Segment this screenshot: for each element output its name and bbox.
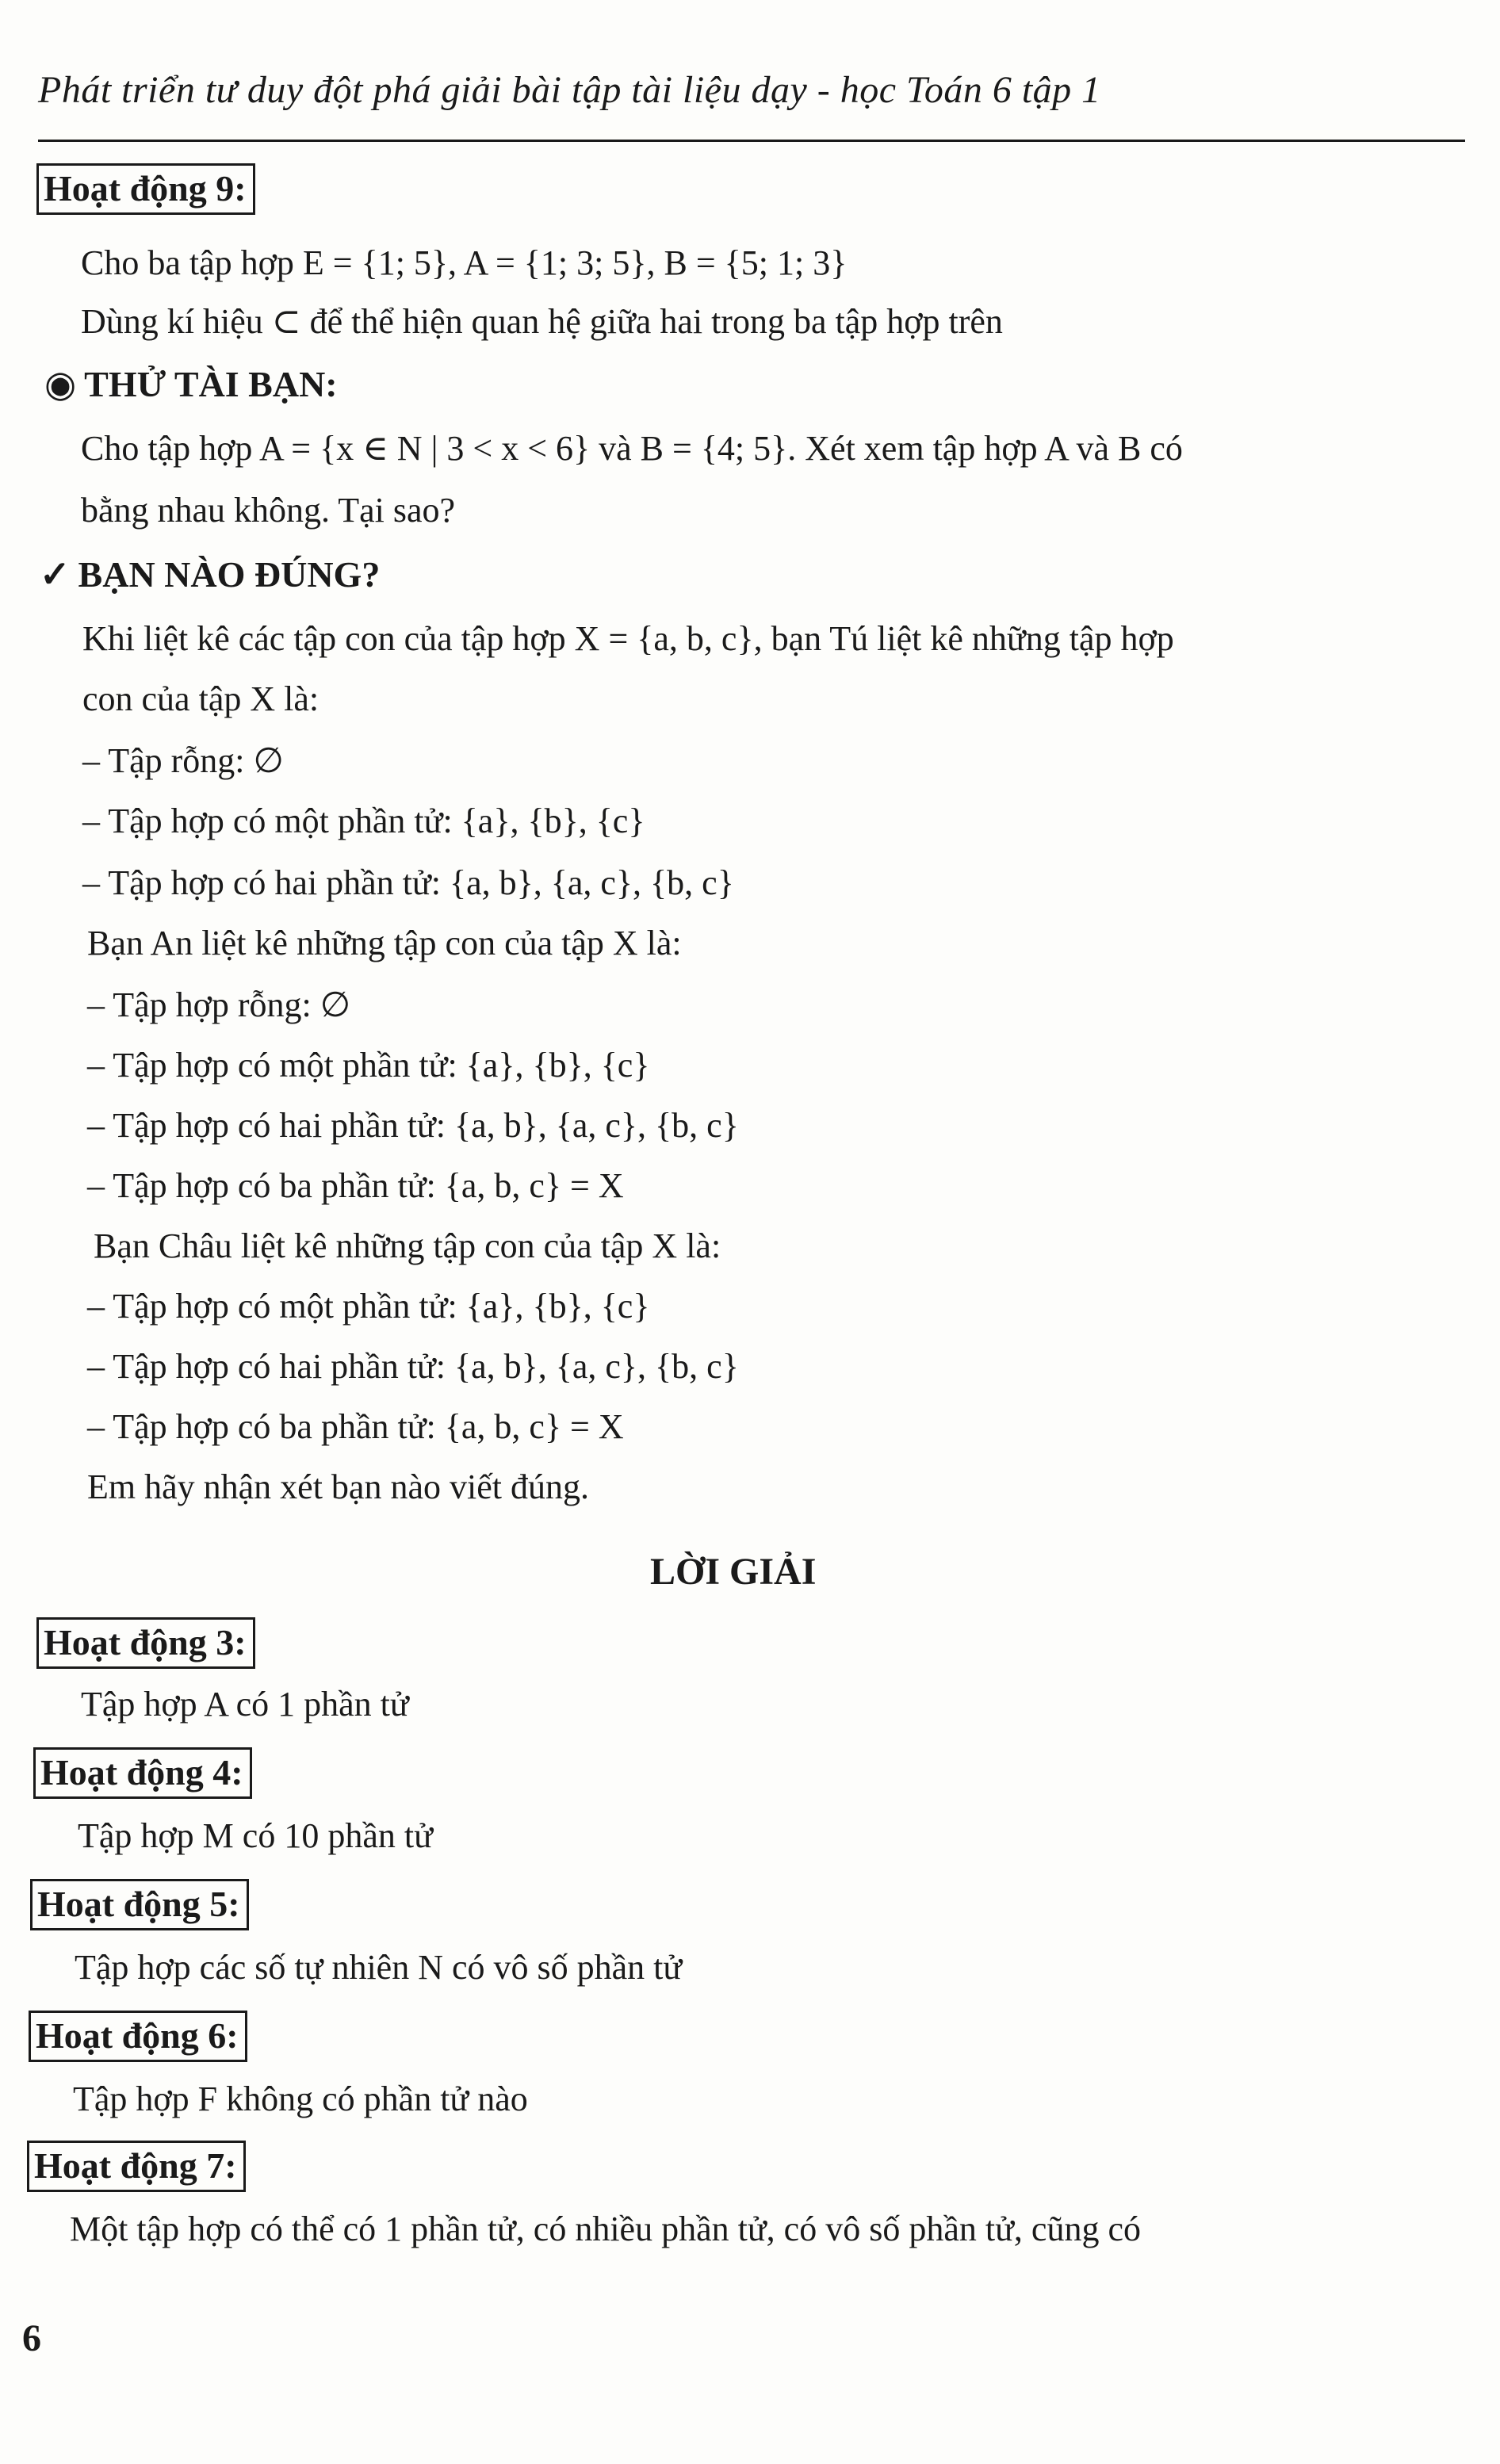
solution-7-text: Một tập hợp có thể có 1 phần tử, có nhiều phần tử, có vô số phần tử, cũng có	[70, 2210, 1141, 2248]
who-line-11: Bạn Châu liệt kê những tập con của tập X là:	[94, 1226, 721, 1265]
who-line-2: con của tập X là:	[82, 679, 320, 718]
who-line-1: Khi liệt kê các tập con của tập hợp X = {a, b, c}, bạn Tú liệt kê những tập hợp	[82, 619, 1174, 658]
activity-9-line-2: Dùng kí hiệu ⊂ để thể hiện quan hệ giữa hai trong ba tập hợp trên	[81, 302, 1003, 341]
try-it-line-1: Cho tập hợp A = {x ∈ N | 3 < x < 6} và B = {4; 5}. Xét xem tập hợp A và B có	[81, 429, 1183, 468]
try-it-heading	[44, 365, 338, 405]
page-header-title: Phát triển tư duy đột phá giải bài tập tài liệu dạy - học Toán 6 tập 1	[38, 69, 1101, 111]
bulb-icon: ◉	[44, 364, 77, 404]
solution-5-text: Tập hợp các số tự nhiên N có vô số phần tử	[75, 1948, 683, 1987]
activity-9-heading: Hoạt động 9:	[36, 163, 255, 215]
page-number: 6	[22, 2317, 41, 2359]
who-line-9: – Tập hợp có hai phần tử: {a, b}, {a, c}, {b, c}	[87, 1106, 739, 1145]
who-line-8: – Tập hợp có một phần tử: {a}, {b}, {c}	[87, 1046, 650, 1085]
who-line-3: – Tập rỗng: ∅	[82, 741, 284, 780]
try-it-line-2: bằng nhau không. Tại sao?	[81, 491, 456, 530]
who-line-5: – Tập hợp có hai phần tử: {a, b}, {a, c}, {b, c}	[82, 863, 734, 902]
check-icon: ✓	[40, 554, 71, 595]
who-is-right-title: BẠN NÀO ĐÚNG?	[78, 554, 381, 595]
solution-7-heading: Hoạt động 7:	[27, 2141, 246, 2192]
solution-3-text: Tập hợp A có 1 phần tử	[81, 1685, 409, 1724]
who-line-14: – Tập hợp có ba phần tử: {a, b, c} = X	[87, 1407, 624, 1446]
solution-4-text: Tập hợp M có 10 phần tử	[78, 1816, 433, 1855]
who-line-10: – Tập hợp có ba phần tử: {a, b, c} = X	[87, 1166, 624, 1205]
solution-4-heading: Hoạt động 4:	[33, 1747, 252, 1799]
who-is-right-heading	[40, 555, 380, 595]
who-line-12: – Tập hợp có một phần tử: {a}, {b}, {c}	[87, 1287, 650, 1326]
solution-title: LỜI GIẢI	[650, 1551, 817, 1593]
solution-6-heading: Hoạt động 6:	[29, 2011, 247, 2062]
activity-9-line-1: Cho ba tập hợp E = {1; 5}, A = {1; 3; 5}, B = {5; 1; 3}	[81, 243, 848, 282]
who-line-13: – Tập hợp có hai phần tử: {a, b}, {a, c}, {b, c}	[87, 1347, 739, 1386]
who-line-6: Bạn An liệt kê những tập con của tập X là:	[87, 924, 682, 962]
header-rule	[38, 140, 1465, 142]
solution-6-text: Tập hợp F không có phần tử nào	[73, 2079, 528, 2118]
solution-5-heading: Hoạt động 5:	[30, 1879, 249, 1930]
try-it-title: THỬ TÀI BẠN:	[84, 364, 338, 404]
who-line-15: Em hãy nhận xét bạn nào viết đúng.	[87, 1467, 589, 1506]
solution-3-heading: Hoạt động 3:	[36, 1617, 255, 1669]
who-line-4: – Tập hợp có một phần tử: {a}, {b}, {c}	[82, 802, 645, 840]
who-line-7: – Tập hợp rỗng: ∅	[87, 985, 351, 1024]
